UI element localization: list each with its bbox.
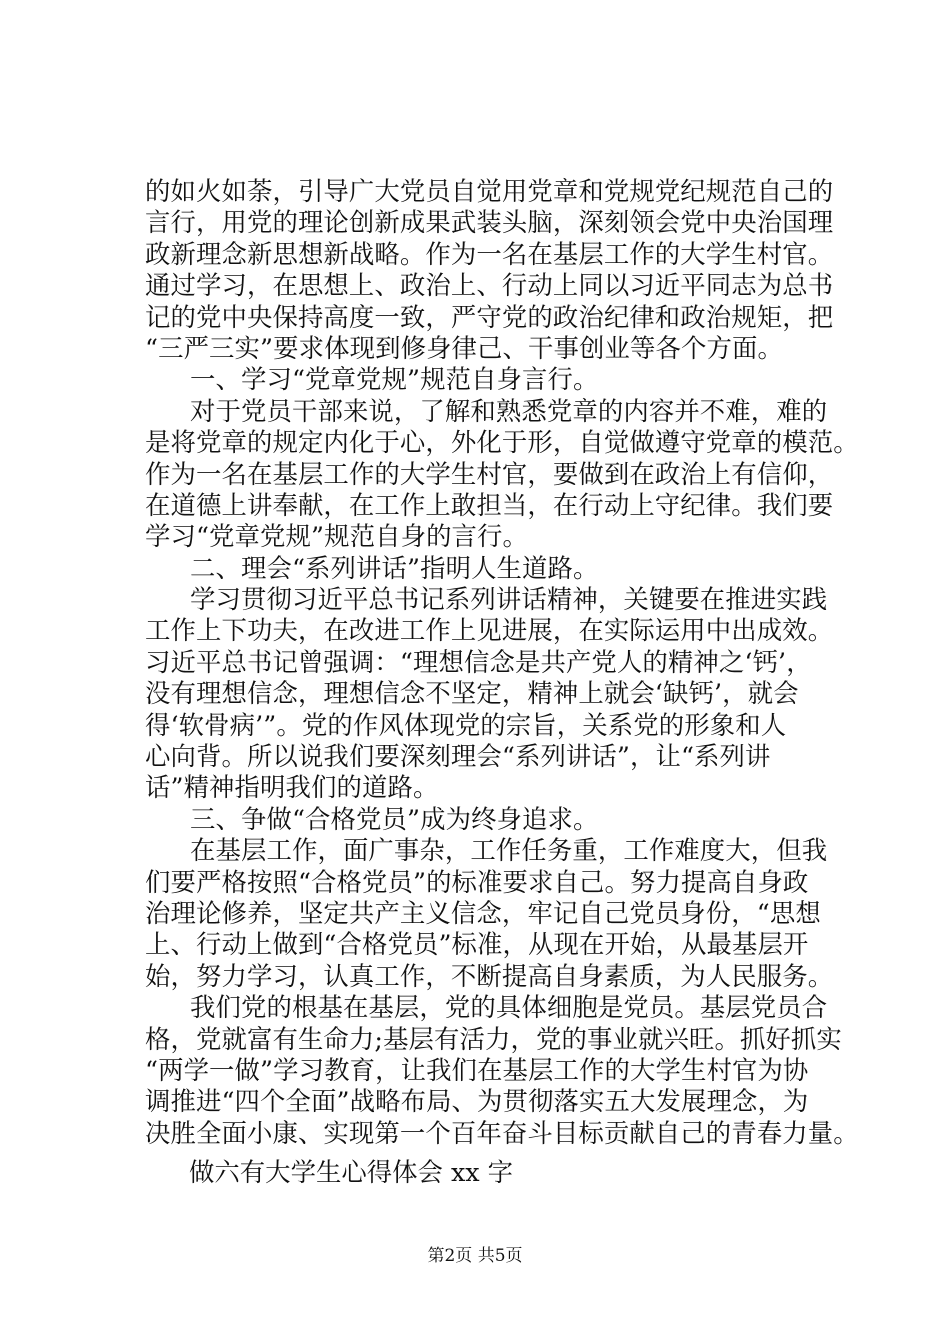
text-line: 们要严格按照“合格党员”的标准要求自己。努力提高自身政 [145, 866, 809, 897]
text-line: “两学一做”学习教育，让我们在基层工作的大学生村官为协 [145, 1054, 809, 1085]
next-article-title: 做六有大学生心得体会 xx 字 [189, 1157, 514, 1187]
text-line: 工作上下功夫，在改进工作上见进展，在实际运用中出成效。 [145, 615, 834, 646]
text-line: 学习“党章党规”规范自身的言行。 [145, 521, 529, 552]
text-line: 治理论修养，坚定共产主义信念，牢记自己党员身份，“思想 [145, 897, 821, 928]
text-line: 二、理会“系列讲话”指明人生道路。 [190, 552, 599, 583]
text-line: 调推进“四个全面”战略布局、为贯彻落实五大发展理念，为 [145, 1086, 809, 1117]
text-line: 一、学习“党章党规”规范自身言行。 [190, 364, 599, 395]
page-footer: 第2页 共5页 [427, 1246, 523, 1266]
text-line: 政新理念新思想新战略。作为一名在基层工作的大学生村官。 [145, 238, 834, 269]
text-line: 在道德上讲奉献，在工作上敢担当，在行动上守纪律。我们要 [145, 489, 834, 520]
text-line: “三严三实”要求体现到修身律己、干事创业等各个方面。 [145, 332, 783, 363]
text-line: 上、行动上做到“合格党员”标准，从现在开始，从最基层开 [145, 929, 809, 960]
text-line: 学习贯彻习近平总书记系列讲话精神，关键要在推进实践 [190, 584, 828, 615]
text-line: 三、争做“合格党员”成为终身追求。 [190, 803, 599, 834]
text-line: 话”精神指明我们的道路。 [145, 772, 439, 803]
text-line: 对于党员干部来说，了解和熟悉党章的内容并不难，难的 [190, 395, 828, 426]
text-line: 记的党中央保持高度一致，严守党的政治纪律和政治规矩，把 [145, 301, 834, 332]
text-line: 言行，用党的理论创新成果武装头脑，深刻领会党中央治国理 [145, 207, 834, 238]
text-line: 通过学习，在思想上、政治上、行动上同以习近平同志为总书 [145, 270, 834, 301]
text-line: 得‘软骨病’”。党的作风体现党的宗旨，关系党的形象和人 [145, 709, 787, 740]
text-line: 的如火如荼，引导广大党员自觉用党章和党规党纪规范自己的 [145, 176, 834, 206]
text-line: 心向背。所以说我们要深刻理会“系列讲话”，让“系列讲 [145, 741, 771, 772]
text-line: 习近平总书记曾强调：“理想信念是共产党人的精神之‘钙’， [145, 646, 812, 677]
text-line: 格，党就富有生命力;基层有活力，党的事业就兴旺。抓好抓实 [145, 1023, 842, 1054]
text-line: 是将党章的规定内化于心，外化于形，自觉做遵守党章的模范。 [145, 427, 859, 458]
text-line: 作为一名在基层工作的大学生村官，要做到在政治上有信仰， [145, 458, 834, 489]
text-line: 没有理想信念，理想信念不坚定，精神上就会‘缺钙’，就会 [145, 678, 799, 709]
text-line: 决胜全面小康、实现第一个百年奋斗目标贡献自己的青春力量。 [145, 1117, 859, 1148]
text-line: 我们党的根基在基层，党的具体细胞是党员。基层党员合 [190, 992, 828, 1023]
text-line: 始，努力学习，认真工作，不断提高自身素质，为人民服务。 [145, 960, 834, 991]
body-text [145, 176, 859, 1149]
text-line: 在基层工作，面广事杂，工作任务重，工作难度大，但我 [190, 835, 828, 866]
